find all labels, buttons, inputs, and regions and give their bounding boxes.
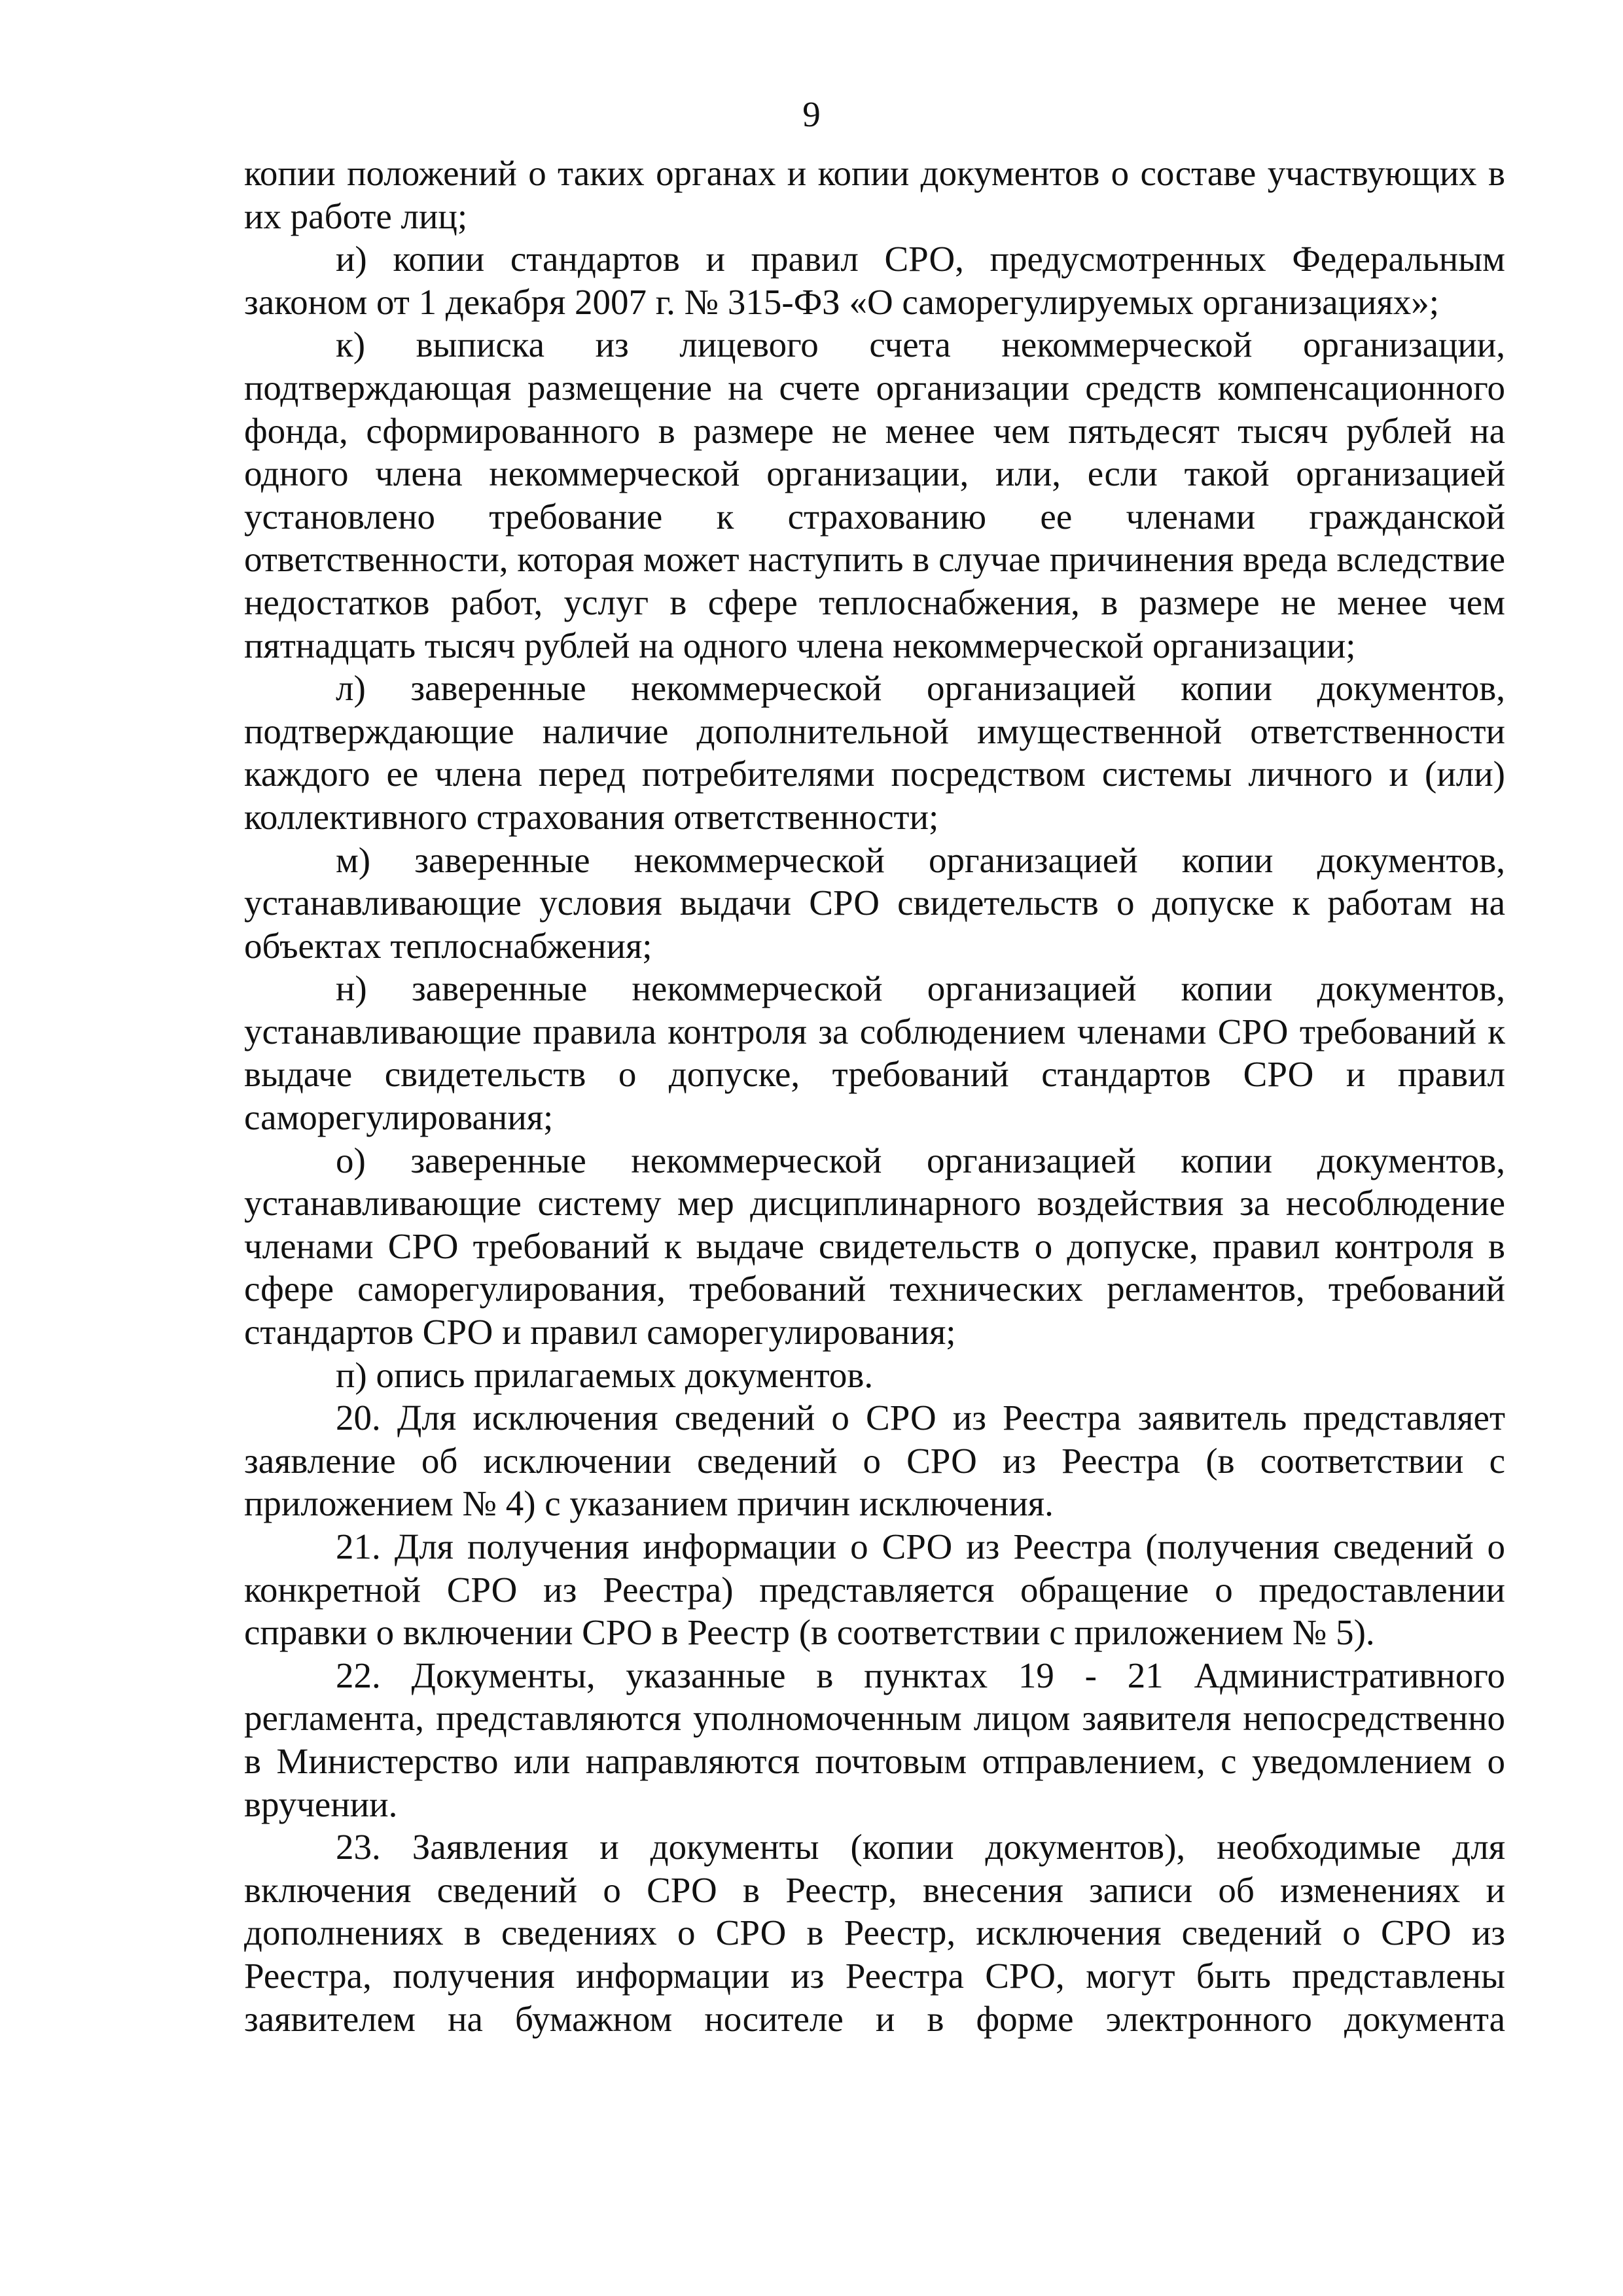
paragraph-item-n: н) заверенные некоммерческой организацией копии документов, устанавливающие правила контроля за соблюдением членами СРО требований к выдаче свидетельств о допуске, требований стандартов СРО и правил саморегулирования;: [244, 968, 1505, 1138]
paragraph-item-m: м) заверенные некоммерческой организацией копии документов, устанавливающие условия выдачи СРО свидетельств о допуске к работам на объектах теплоснабжения;: [244, 839, 1505, 966]
paragraph-item-i: и) копии стандартов и правил СРО, предусмотренных Федеральным законом от 1 декабря 2007 г. № 315-ФЗ «О саморегулируемых организациях»;: [244, 239, 1505, 322]
paragraph-continuation: копии положений о таких органах и копии документов о составе участвующих в их работе лиц;: [244, 153, 1505, 236]
paragraph-22: 22. Документы, указанные в пунктах 19 - 21 Административного регламента, представляются уполномоченным лицом заявителя непосредственно в Министерство или направляются почтовым отправлением, с уведомлением о вручении.: [244, 1655, 1505, 1824]
paragraph-21: 21. Для получения информации о СРО из Реестра (получения сведений о конкретной СРО из Реестра) представляется обращение о предоставлении справки о включении СРО в Реестр (в соответствии с приложением № 5).: [244, 1527, 1505, 1653]
paragraph-item-k: к) выписка из лицевого счета некоммерческой организации, подтверждающая размещение на счете организации средств компенсационного фонда, сформированного в размере не менее чем пятьдесят тысяч рублей на одного члена некоммерческой организации, или, если такой организацией установлено требование к страхованию ее членами гражданской ответственности, которая может наступить в случае причинения вреда вследствие недостатков работ, услуг в сфере теплоснабжения, в размере не менее чем пятнадцать тысяч рублей на одного члена некоммерческой организации;: [244, 325, 1505, 665]
document-body: [244, 152, 1505, 2040]
page-number: 9: [802, 94, 821, 134]
paragraph-item-o: о) заверенные некоммерческой организацией копии документов, устанавливающие систему мер дисциплинарного воздействия за несоблюдение членами СРО требований к выдаче свидетельств о допуске, правил контроля в сфере саморегулирования, требований технических регламентов, требований стандартов СРО и правил саморегулирования;: [244, 1140, 1505, 1352]
paragraph-23: 23. Заявления и документы (копии документов), необходимые для включения сведений о СРО в Реестр, внесения записи об изменениях и дополнениях в сведениях о СРО в Реестр, исключения сведений о СРО из Реестра, получения информации из Реестра СРО, могут быть представлены заявителем на бумажном носителе и в форме электронного документа: [244, 1827, 1505, 2039]
paragraph-item-l: л) заверенные некоммерческой организацией копии документов, подтверждающие наличие дополнительной имущественной ответственности каждого ее члена перед потребителями посредством системы личного и (или) коллективного страхования ответственности;: [244, 668, 1505, 837]
paragraph-20: 20. Для исключения сведений о СРО из Реестра заявитель представляет заявление об исключении сведений о СРО из Реестра (в соответствии с приложением № 4) с указанием причин исключения.: [244, 1398, 1505, 1524]
paragraph-item-p: п) опись прилагаемых документов.: [336, 1354, 874, 1395]
